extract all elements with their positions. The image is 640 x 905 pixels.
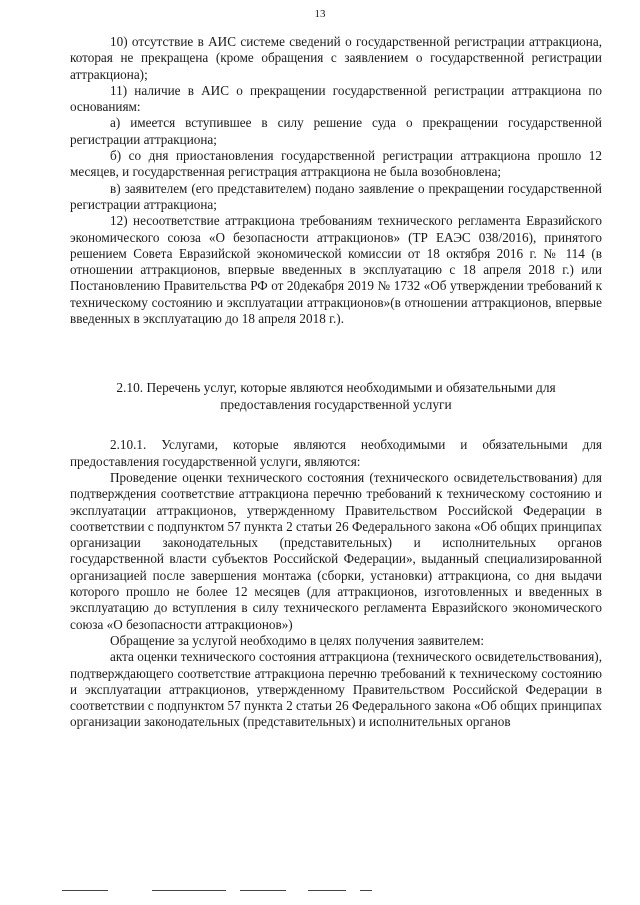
paragraph-2-10-1: 2.10.1. Услугами, которые являются необходимыми и обязательными для предоставления государственной услуги, являются:: [70, 437, 602, 469]
document-body: [70, 34, 602, 731]
section-heading: 2.10. Перечень услуг, которые являются необходимыми и обязательными для предоставления государственной услуги: [116, 380, 556, 413]
paragraph-service-description: Проведение оценки технического состояния (технического освидетельствования) для подтверждения соответствие аттракциона перечню требований к техническому состоянию и эксплуатации аттракционов, утвержденному Правительством Российской Федерации в соответствии с подпунктом 57 пункта 2 статьи 26 Федерального закона «Об общих принципах организации законодательных (представительных) и исполнительных органов государственной власти субъектов Российской Федерации», выданный специализированной организацией после завершения монтажа (сборки, установки) аттракциона, со дня выдачи которого прошло не более 12 месяцев (для аттракционов, изготовленных и введенных в эксплуатацию до вступления в силу технического регламента Евразийского экономического союза «О безопасности аттракционов»): [70, 469, 602, 632]
paragraph-item-11: 11) наличие в АИС о прекращении государственной регистрации аттракциона по основаниям:: [70, 82, 602, 115]
paragraph-item-12: 12) несоответствие аттракциона требованиям технического регламента Евразийского экономического союза «О безопасности аттракционов» (ТР ЕАЭС 038/2016), принятого решением Совета Евразийской экономической комиссии от 18 октября 2016 г. № 114 (в отношении аттракционов, впервые введенных в эксплуатацию с 18 апреля 2018 г.) или Постановлению Правительства РФ от 20декабря 2019 № 1732 «Об утверждении требований к техническому состоянию и эксплуатации аттракционов»(в отношении аттракционов, впервые введенных в эксплуатацию до 18 апреля 2018 г.).: [70, 213, 602, 327]
paragraph-subitem-a: а) имеется вступившее в силу решение суда о прекращении государственной регистрации аттракциона;: [70, 115, 602, 147]
paragraph-subitem-b: б) со дня приостановления государственной регистрации аттракциона прошло 12 месяцев, и государственная регистрация аттракциона не была возобновлена;: [70, 148, 602, 180]
paragraph-act-description: акта оценки технического состояния аттракциона (технического освидетельствования), подтверждающего соответствие аттракциона перечню требований к техническому состоянию и эксплуатации аттракционов, утвержденному Правительством Российской Федерации в соответствии с подпунктом 57 пункта 2 статьи 26 Федерального закона «Об общих принципах организации законодательных (представительных) и исполнительных органов: [70, 649, 602, 730]
paragraph-subitem-v: в) заявителем (его представителем) подано заявление о прекращении государственной регистрации аттракциона;: [70, 180, 602, 212]
footer-rule-marks: [60, 890, 600, 892]
page-number: 13: [314, 8, 326, 20]
paragraph-item-10: 10) отсутствие в АИС системе сведений о государственной регистрации аттракциона, которая не прекращена (кроме обращения с заявлением о государственной регистрации аттракциона);: [70, 34, 602, 82]
paragraph-purpose: Обращение за услугой необходимо в целях получения заявителем:: [110, 632, 485, 648]
